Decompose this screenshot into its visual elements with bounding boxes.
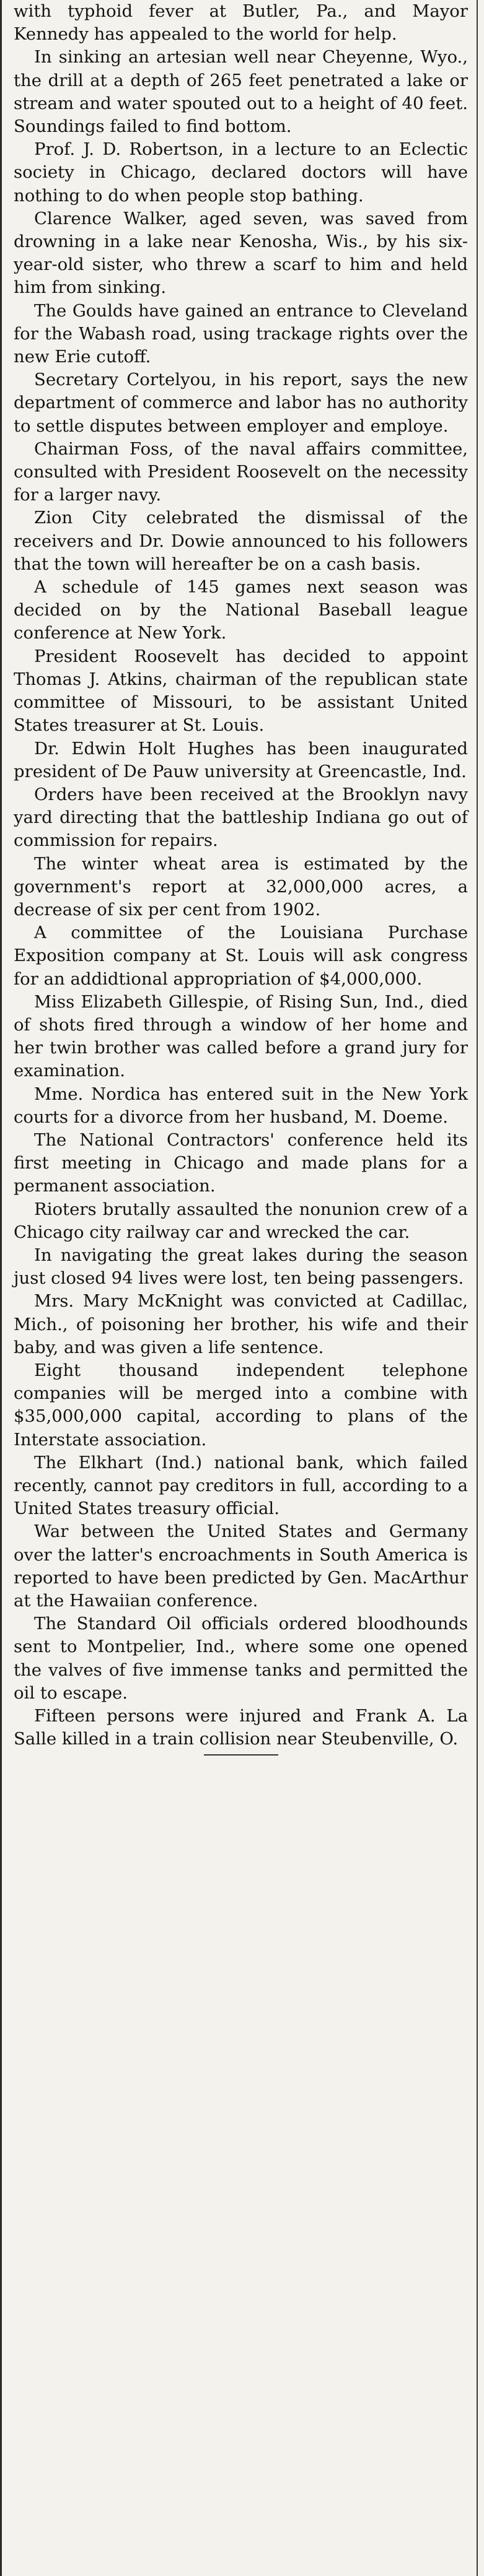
news-paragraph: with typhoid fever at Butler, Pa., and Mayor Kennedy has appealed to the world for help. xyxy=(14,1,468,45)
news-briefs-column xyxy=(14,0,468,1756)
news-paragraph: Fifteen persons were injured and Frank A. La Salle killed in a train collision near Steubenville, O. xyxy=(14,1706,468,1749)
news-paragraph: Zion City celebrated the dismissal of the receivers and Dr. Dowie announced to his followers that the town will hereafter be on a cash basis. xyxy=(14,508,468,574)
news-paragraph: A committee of the Louisiana Purchase Exposition company at St. Louis will ask congress for an addidtional appropriation of $4,000,000. xyxy=(14,923,468,989)
news-paragraph: A schedule of 145 games next season was decided on by the National Baseball league conference at New York. xyxy=(14,577,468,643)
news-paragraph: Miss Elizabeth Gillespie, of Rising Sun, Ind., died of shots fired through a window of her home and her twin brother was called before a grand jury for examination. xyxy=(14,991,468,1081)
news-paragraph: The winter wheat area is estimated by the government's report at 32,000,000 acres, a decrease of six per cent from 1902. xyxy=(14,853,468,920)
right-column-rule xyxy=(477,0,478,2576)
news-paragraph: Prof. J. D. Robertson, in a lecture to an Eclectic society in Chicago, declared doctors will have nothing to do when people stop bathing. xyxy=(14,139,468,206)
news-paragraph: President Roosevelt has decided to appoint Thomas J. Atkins, chairman of the republican state committee of Missouri, to be assistant United States treasurer at St. Louis. xyxy=(14,646,468,736)
news-paragraph: The Elkhart (Ind.) national bank, which failed recently, cannot pay creditors in full, according to a United States treasury official. xyxy=(14,1452,468,1519)
news-paragraph: In sinking an artesian well near Cheyenne, Wyo., the drill at a depth of 265 feet penetrated a lake or stream and water spouted out to a height of 40 feet. Soundings failed to find bottom. xyxy=(14,47,468,137)
end-rule xyxy=(204,1754,278,1756)
news-paragraph: In navigating the great lakes during the season just closed 94 lives were lost, ten being passengers. xyxy=(14,1245,468,1289)
news-paragraph: Eight thousand independent telephone companies will be merged into a combine with $35,000,000 capital, according to plans of the Interstate association. xyxy=(14,1360,468,1450)
news-paragraph: The National Contractors' conference held its first meeting in Chicago and made plans for a permanent association. xyxy=(14,1129,468,1196)
news-paragraph: Dr. Edwin Holt Hughes has been inaugurated president of De Pauw university at Greencastle, Ind. xyxy=(14,738,468,781)
news-paragraph: Orders have been received at the Brooklyn navy yard directing that the battleship Indiana go out of commission for repairs. xyxy=(14,784,468,851)
news-paragraph: War between the United States and Germany over the latter's encroachments in South America is reported to have been predicted by Gen. MacArthur at the Hawaiian conference. xyxy=(14,1521,468,1611)
news-paragraph: The Standard Oil officials ordered bloodhounds sent to Montpelier, Ind., where some one opened the valves of five immense tanks and permitted the oil to escape. xyxy=(14,1614,468,1703)
news-paragraph: Clarence Walker, aged seven, was saved from drowning in a lake near Kenosha, Wis., by his six-year-old sister, who threw a scarf to him and held him from sinking. xyxy=(14,208,468,298)
news-paragraph: The Goulds have gained an entrance to Cleveland for the Wabash road, using trackage rights over the new Erie cutoff. xyxy=(14,300,468,367)
news-paragraph: Mme. Nordica has entered suit in the New York courts for a divorce from her husband, M. Doeme. xyxy=(14,1084,468,1127)
news-paragraph: Secretary Cortelyou, in his report, says the new department of commerce and labor has no authority to settle disputes between employer and employe. xyxy=(14,370,468,436)
news-paragraph: Rioters brutally assaulted the nonunion crew of a Chicago city railway car and wrecked the car. xyxy=(14,1199,468,1242)
news-paragraph: Chairman Foss, of the naval affairs committee, consulted with President Roosevelt on the necessity for a larger navy. xyxy=(14,438,468,505)
left-column-rule xyxy=(0,0,2,2576)
news-paragraph: Mrs. Mary McKnight was convicted at Cadillac, Mich., of poisoning her brother, his wife and their baby, and was given a life sentence. xyxy=(14,1291,468,1357)
